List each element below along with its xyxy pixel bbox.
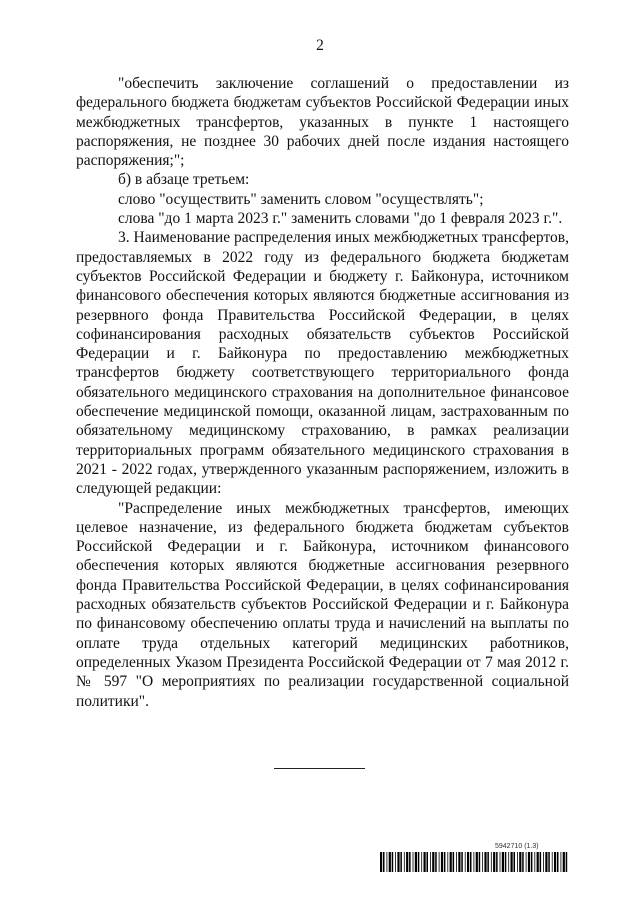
document-body — [76, 74, 569, 711]
document-code: 5942710 (1.3) — [495, 843, 539, 850]
paragraph-item-3: 3. Наименование распределения иных межбюджетных трансфертов, предоставляемых в 2022 году из федерального бюджета бюджетам субъектов Российской Федерации и бюджету г. Байконура, источником финансового обеспечения которых являются бюджетные ассигнования из резервного фонда Правительства Российской Федерации, в целях софинансирования расходных обязательств субъектов Российской Федерации и г. Байконура по предоставлению межбюджетных трансфертов бюджету соответствующего территориального фонда обязательного медицинского страхования на дополнительное финансовое обеспечение медицинской помощи, оказанной лицам, застрахованным по обязательному медицинскому страхованию, в рамках реализации территориальных программ обязательного медицинского страхования в 2021 - 2022 годах, утвержденного указанным распоряжением, изложить в следующей редакции: — [76, 229, 569, 498]
barcode-image — [380, 852, 570, 872]
closing-divider — [274, 768, 365, 769]
paragraph-quote-agreements: "обеспечить заключение соглашений о предоставлении из федерального бюджета бюджетам субъектов Российской Федерации иных межбюджетных трансфертов, указанных в пункте 1 настоящего распоряжения, не позднее 30 рабочих дней после издания настоящего распоряжения;"; — [76, 75, 569, 170]
paragraph-new-title: "Распределение иных межбюджетных трансфертов, имеющих целевое назначение, из федерального бюджета бюджетам субъектов Российской Федерации и г. Байконура, источником финансового обеспечения которых являются бюджетные ассигнования резервного фонда Правительства Российской Федерации, в целях софинансирования расходных обязательств субъектов Российской Федерации и г. Байконура по финансовому обеспечению оплаты труда и начислений на выплаты по оплате труда отдельных категорий медицинских работников, определенных Указом Президента Российской Федерации от 7 мая 2012 г. № 597 "О мероприятиях по реализации государственной социальной политики". — [76, 499, 569, 710]
paragraph-word-replace: слово "осуществить" заменить словом "осуществлять"; — [118, 190, 484, 208]
page-number: 2 — [316, 37, 324, 54]
paragraph-date-replace: слова "до 1 марта 2023 г." заменить словами "до 1 февраля 2023 г.". — [118, 210, 563, 228]
paragraph-subitem-b: б) в абзаце третьем: — [118, 171, 250, 189]
